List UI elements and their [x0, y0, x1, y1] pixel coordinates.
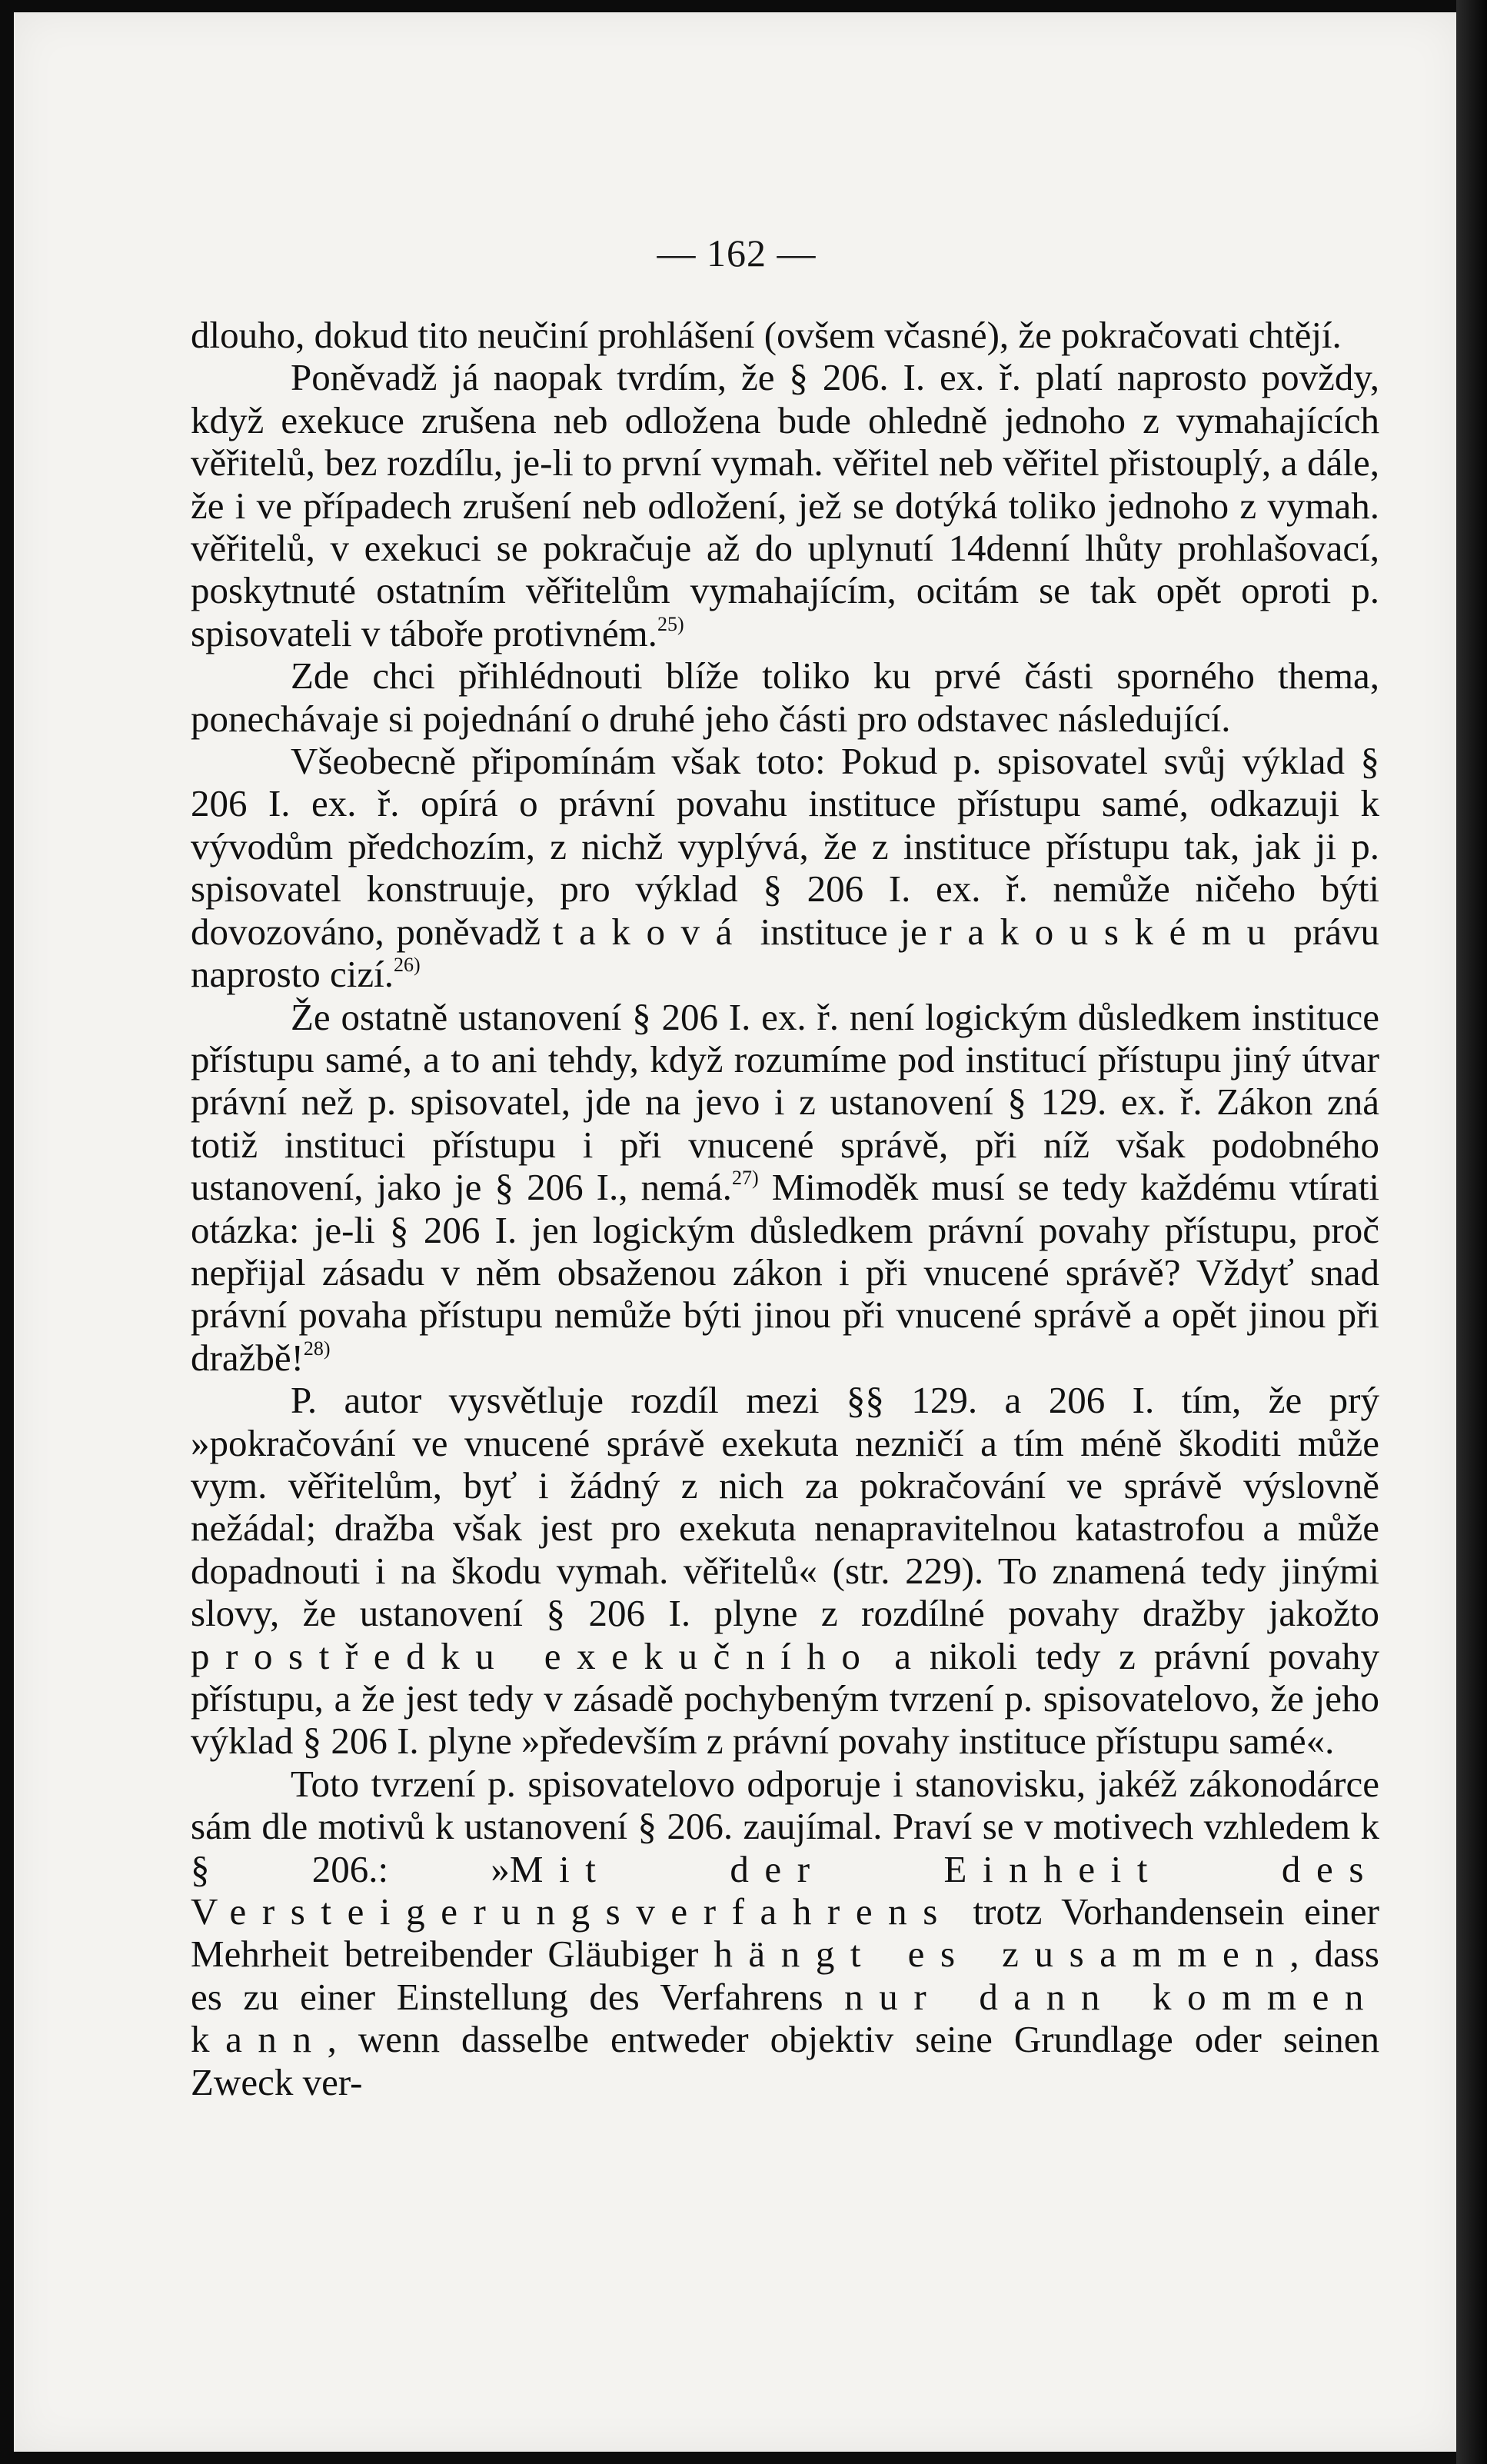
book-page: [14, 12, 1459, 2452]
footnote-ref-26: 26): [393, 954, 421, 977]
body-text: [191, 314, 1379, 2103]
footnote-ref-25: 25): [657, 612, 684, 635]
paragraph-7: Toto tvrzení p. spisovatelovo odporuje i stanovisku, jakéž zákonodárce sám dle motivů k ustanovení § 206. zaujímal. Praví se v motivech vzhledem k § 206.: »Mit der Einheit des Versteigerungsverfahrens trotz Vorhandensein einer Mehrheit betreibender Gläubiger hängt es zusammen, dass es zu einer Einstellung des Verfahrens nur dann kommen kann, wenn dasselbe entweder objektiv seine Grundlage oder seinen Zweck ver-: [191, 1762, 1379, 2103]
footnote-ref-27: 27): [731, 1167, 759, 1190]
paragraph-3: Zde chci přihlédnouti blíže toliko ku prvé části sporného thema, ponechávaje si pojednání o druhé jeho části pro odstavec následující.: [191, 654, 1379, 740]
footnote-ref-28: 28): [303, 1337, 331, 1360]
page-number: — 162 —: [657, 231, 817, 275]
paragraph-4: Všeobecně připomínám však toto: Pokud p. spisovatel svůj výklad § 206 I. ex. ř. opírá o právní povahu instituce přístupu samé, odkazuji k vývodům předchozím, z nichž vyplývá, že z instituce přístupu tak, jak ji p. spisovatel konstruuje, pro výklad § 206 I. ex. ř. nemůže ničeho býti dovozováno, poněvadž taková instituce je rakouskému právu naprosto cizí.$^{26)}$: [191, 740, 1379, 996]
paragraph-1: dlouho, dokud tito neučiní prohlášení (ovšem včasné), že pokračovati chtějí.: [191, 314, 1342, 356]
paragraph-5: Že ostatně ustanovení § 206 I. ex. ř. není logickým důsledkem instituce přístupu samé, a to ani tehdy, když rozumíme pod institucí přístupu jiný útvar právní než p. spisovatel, jde na jevo i z ustanovení § 129. ex. ř. Zákon zná totiž instituci přístupu i při vnucené správě, při níž však podobného ustanovení, jako je § 206 I., nemá.$^{27)}$ Mimoděk musí se tedy každému vtírati otázka: je-li § 206 I. jen logickým důsledkem právní povahy přístupu, proč nepřijal zásadu v něm obsaženou zákon i při vnucené správě? Vždyť snad právní povaha přístupu nemůže býti jinou při vnucené správě a opět jinou při dražbě!$^{28)}$: [191, 995, 1379, 1379]
paragraph-2: Poněvadž já naopak tvrdím, že § 206. I. ex. ř. platí naprosto povždy, když exekuce zrušena neb odložena bude ohledně jednoho z vymahajících věřitelů, bez rozdílu, je-li to první vymah. věřitel neb věřitel přistouplý, a dále, že i ve případech zrušení neb odložení, jež se dotýká toliko jednoho z vymah. věřitelů, v exekuci se pokračuje až do uplynutí 14denní lhůty prohlašovací, poskytnuté ostatním věřitelům vymahajícím, ocitám se tak opět oproti p. spisovateli v táboře protivném.$^{25)}$: [191, 356, 1379, 654]
book-binding-edge: [1456, 0, 1487, 2464]
paragraph-6: P. autor vysvětluje rozdíl mezi §§ 129. a 206 I. tím, že prý »pokračování ve vnucené správě exekuta nezničí a tím méně škoditi může vym. věřitelům, byť i žádný z nich za pokračování ve správě výslovně nežádal; dražba však jest pro exekuta nenapravitelnou katastrofou a může dopadnouti i na škodu vymah. věřitelů« (str. 229). To znamená tedy jinými slovy, že ustanovení § 206 I. plyne z rozdílné povahy dražby jakožto prostředku exekučního a nikoli tedy z právní povahy přístupu, a že jest tedy v zásadě pochybeným tvrzení p. spisovatelovo, že jeho výklad § 206 I. plyne »především z právní povahy instituce přístupu samé«.: [191, 1379, 1379, 1763]
